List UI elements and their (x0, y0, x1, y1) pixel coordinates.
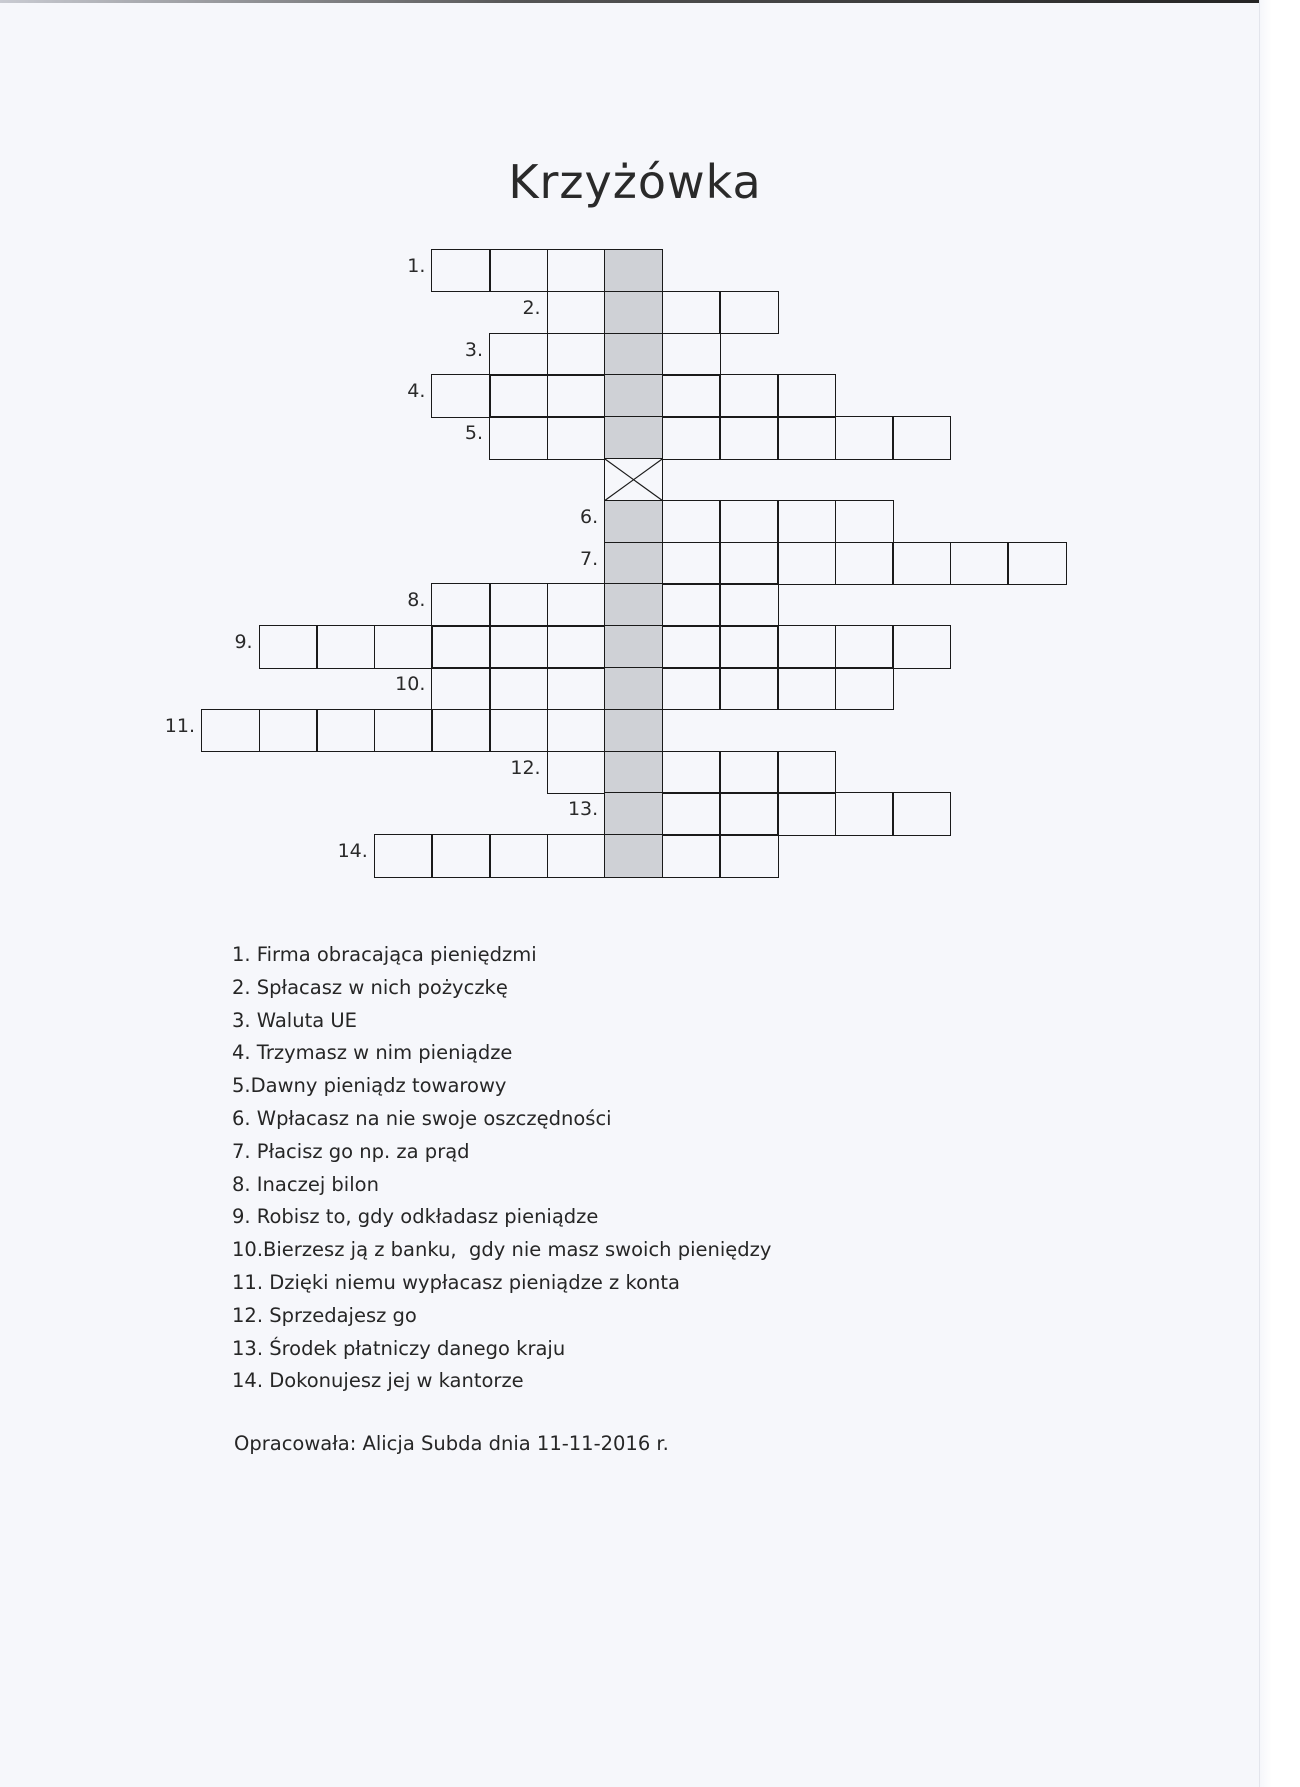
clue-number-label: 8. (407, 589, 426, 612)
grid-cell[interactable] (374, 834, 433, 877)
grid-cell[interactable] (662, 751, 721, 794)
grid-cell[interactable] (431, 834, 490, 877)
grid-cell[interactable] (777, 542, 836, 585)
grid-cell[interactable] (259, 625, 318, 668)
grid-cell[interactable] (662, 583, 721, 626)
grid-cell[interactable] (719, 792, 778, 835)
grid-cell[interactable] (662, 834, 721, 877)
clue-item: 6. Wpłacasz na nie swoje oszczędności (232, 1106, 612, 1130)
grid-cell[interactable] (431, 583, 490, 626)
grid-cell[interactable] (835, 500, 894, 543)
grid-cell[interactable] (489, 416, 548, 459)
grid-cell[interactable] (662, 667, 721, 710)
clue-item: 11. Dzięki niemu wypłacasz pieniądze z konta (232, 1270, 680, 1294)
grid-cell[interactable] (489, 249, 548, 292)
grid-cell[interactable] (374, 709, 433, 752)
grid-cell[interactable] (374, 625, 433, 668)
grid-cell[interactable] (547, 374, 606, 417)
grid-cell[interactable] (604, 291, 663, 334)
grid-cell[interactable] (719, 625, 778, 668)
clue-number-label: 13. (567, 798, 599, 821)
clue-item: 14. Dokonujesz jej w kantorze (232, 1369, 524, 1393)
grid-cell[interactable] (719, 667, 778, 710)
grid-cell[interactable] (547, 249, 606, 292)
clue-item: 10.Bierzesz ją z banku, gdy nie masz swoich pieniędzy (232, 1238, 772, 1262)
grid-cell[interactable] (662, 625, 721, 668)
grid-cell[interactable] (777, 625, 836, 668)
clue-number-label: 14. (337, 840, 368, 863)
grid-cell[interactable] (777, 500, 836, 543)
grid-cell[interactable] (604, 583, 663, 626)
grid-cell[interactable] (489, 834, 548, 877)
grid-cell[interactable] (662, 374, 721, 417)
grid-cell[interactable] (719, 542, 778, 585)
grid-cell[interactable] (604, 625, 663, 668)
grid-cell[interactable] (604, 709, 663, 752)
grid-cell[interactable] (316, 709, 375, 752)
grid-cell[interactable] (547, 709, 606, 752)
grid-cell[interactable] (662, 416, 721, 459)
clue-list (232, 939, 771, 1398)
grid-cell[interactable] (662, 792, 721, 835)
grid-cell[interactable] (431, 625, 490, 668)
grid-cell[interactable] (547, 416, 606, 459)
page-title: Krzyżówka (508, 155, 762, 209)
grid-cell[interactable] (604, 500, 663, 543)
grid-cell[interactable] (604, 249, 663, 292)
grid-cell[interactable] (835, 792, 894, 835)
grid-cell[interactable] (547, 751, 606, 794)
grid-cell[interactable] (719, 834, 778, 877)
grid-cell[interactable] (431, 667, 490, 710)
clue-number-label: 7. (580, 547, 599, 570)
grid-cell[interactable] (892, 542, 951, 585)
grid-cell[interactable] (547, 625, 606, 668)
grid-cell[interactable] (489, 333, 548, 376)
grid-cell[interactable] (604, 792, 663, 835)
grid-cell[interactable] (604, 834, 663, 877)
clue-number-label: 5. (464, 422, 483, 445)
clue-item: 13. Środek płatniczy danego kraju (232, 1336, 566, 1360)
grid-cell[interactable] (431, 249, 490, 292)
grid-cell[interactable] (892, 792, 951, 835)
grid-cell[interactable] (604, 751, 663, 794)
grid-cell[interactable] (777, 792, 836, 835)
grid-cell[interactable] (547, 333, 606, 376)
grid-cell[interactable] (662, 542, 721, 585)
grid-cell[interactable] (777, 416, 836, 459)
grid-cell[interactable] (431, 374, 490, 417)
grid-cell[interactable] (489, 709, 548, 752)
clue-item: 8. Inaczej bilon (232, 1172, 379, 1196)
grid-cell[interactable] (547, 834, 606, 877)
grid-cell[interactable] (547, 667, 606, 710)
grid-cell[interactable] (777, 751, 836, 794)
grid-cell[interactable] (835, 625, 894, 668)
grid-cell[interactable] (547, 291, 606, 334)
grid-cell[interactable] (604, 542, 663, 585)
grid-cell[interactable] (835, 542, 894, 585)
grid-cell[interactable] (719, 751, 778, 794)
clue-item: 7. Płacisz go np. za prąd (232, 1139, 470, 1163)
clue-number-label: 10. (395, 673, 426, 695)
grid-cell[interactable] (892, 625, 951, 668)
grid-cell[interactable] (489, 625, 548, 668)
grid-cell[interactable] (604, 667, 663, 710)
grid-cell[interactable] (431, 709, 490, 752)
grid-cell[interactable] (719, 583, 778, 626)
grid-cell[interactable] (604, 374, 663, 417)
clue-item: 5.Dawny pieniądz towarowy (232, 1074, 507, 1098)
clue-number-label: 1. (407, 255, 426, 277)
grid-cell[interactable] (604, 333, 663, 376)
clue-number-label: 11. (164, 714, 195, 737)
grid-cell[interactable] (777, 374, 836, 417)
clue-number-label: 3. (464, 338, 483, 361)
grid-cell[interactable] (489, 374, 548, 417)
grid-cell[interactable] (719, 500, 778, 543)
clue-item: 12. Sprzedajesz go (232, 1303, 417, 1327)
blocked-cell-cross-icon (604, 458, 663, 501)
grid-cell[interactable] (201, 709, 260, 752)
grid-cell[interactable] (835, 667, 894, 710)
author-credit: Opracowała: Alicja Subda dnia 11-11-2016 r. (234, 1432, 669, 1455)
grid-cell[interactable] (719, 291, 778, 334)
clue-number-label: 6. (580, 505, 599, 528)
grid-cell[interactable] (777, 667, 836, 710)
grid-cell[interactable] (604, 416, 663, 459)
clue-number-label: 2. (522, 296, 541, 319)
grid-cell[interactable] (316, 625, 375, 668)
grid-cell[interactable] (835, 416, 894, 459)
grid-cell[interactable] (662, 500, 721, 543)
grid-cell[interactable] (662, 333, 721, 376)
clue-item: 3. Waluta UE (232, 1008, 357, 1032)
grid-cell[interactable] (719, 374, 778, 417)
clue-item: 1. Firma obracająca pieniędzmi (232, 943, 537, 966)
clue-item: 2. Spłacasz w nich pożyczkę (232, 975, 508, 999)
grid-cell[interactable] (892, 416, 951, 459)
clue-number-label: 4. (407, 380, 426, 403)
grid-cell[interactable] (489, 583, 548, 626)
grid-cell[interactable] (950, 542, 1009, 585)
grid-cell[interactable] (547, 583, 606, 626)
grid-cell[interactable] (662, 291, 721, 334)
clue-item: 4. Trzymasz w nim pieniądze (232, 1041, 513, 1065)
clue-number-label: 12. (510, 756, 541, 779)
grid-cell[interactable] (1007, 542, 1066, 585)
clue-number-label: 9. (234, 631, 253, 654)
grid-cell[interactable] (259, 709, 318, 752)
grid-cell[interactable] (719, 416, 778, 459)
grid-cell[interactable] (489, 667, 548, 710)
clue-item: 9. Robisz to, gdy odkładasz pieniądze (232, 1205, 599, 1229)
